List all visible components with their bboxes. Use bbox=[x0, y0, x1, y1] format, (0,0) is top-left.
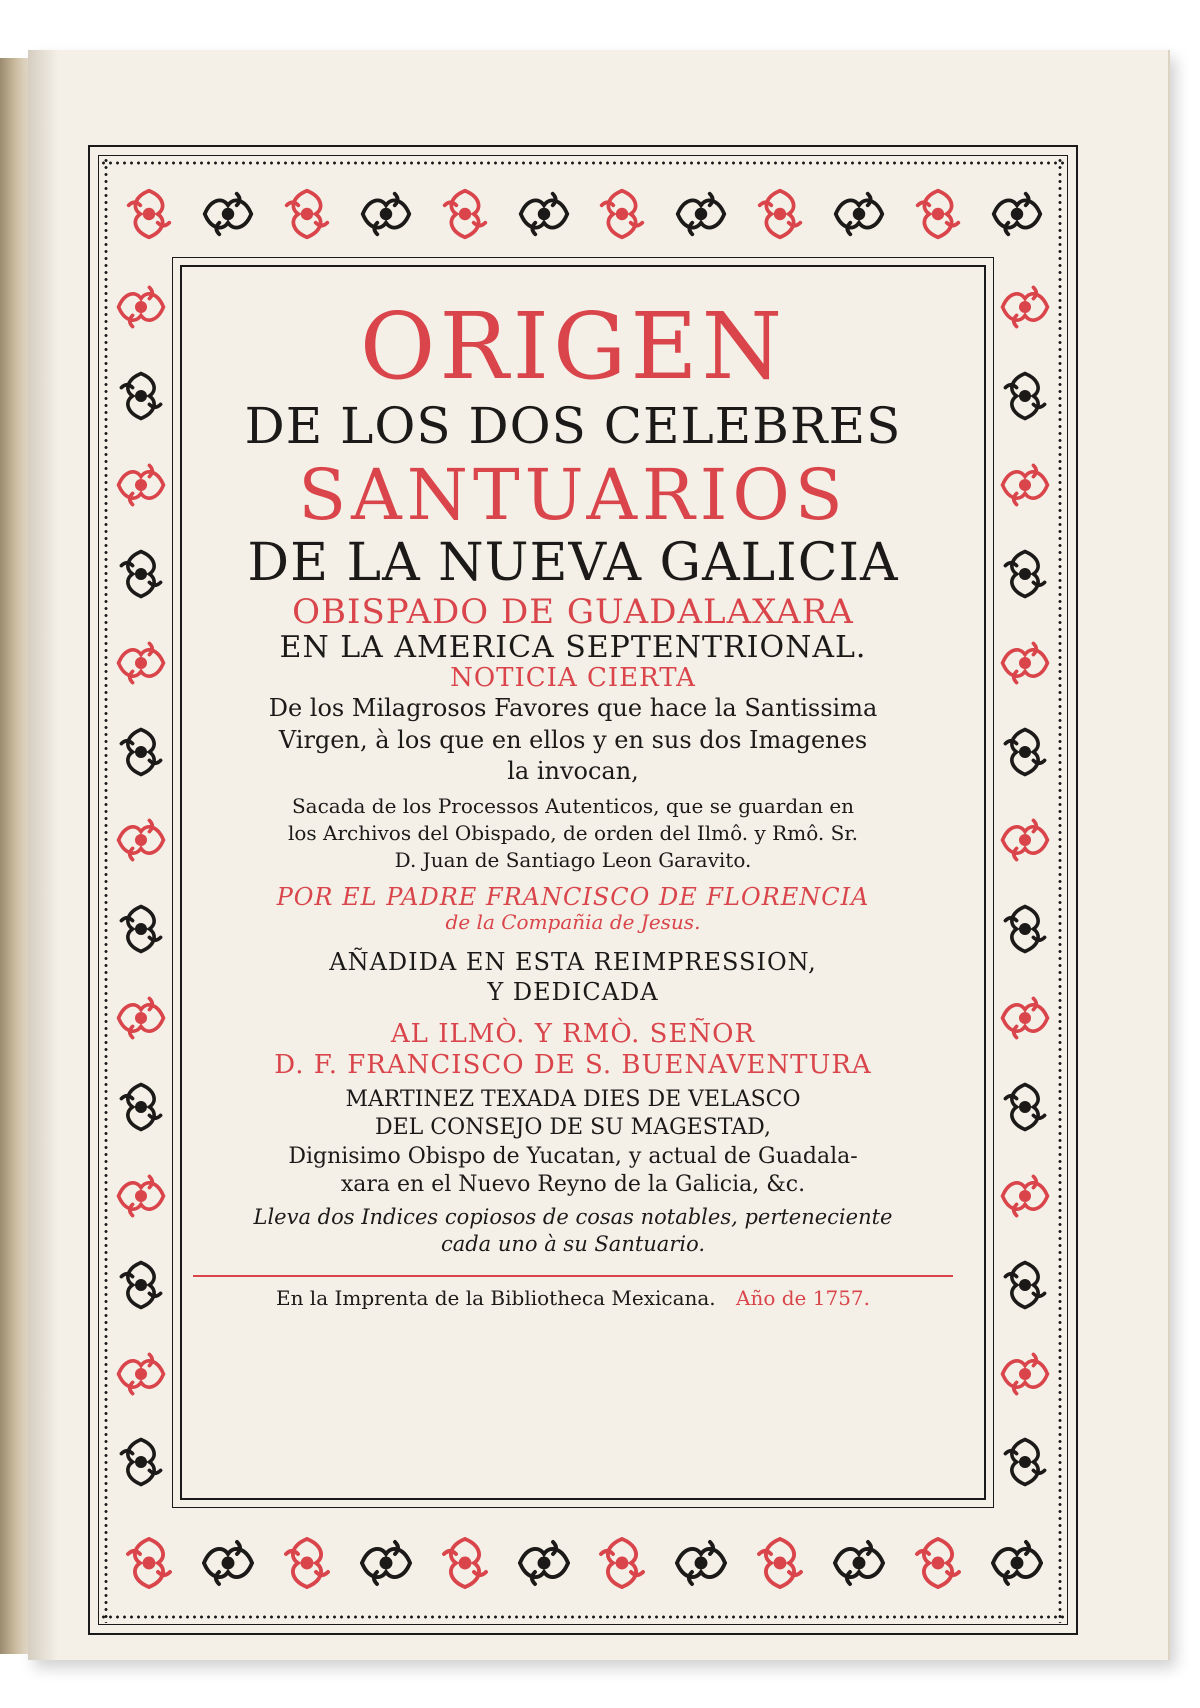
scroll-ornament-icon bbox=[830, 185, 888, 243]
scroll-ornament-icon bbox=[113, 1346, 169, 1402]
title-line-origen: ORIGEN bbox=[359, 293, 787, 400]
scroll-ornament-icon bbox=[987, 1533, 1047, 1593]
scroll-ornament-icon bbox=[593, 185, 651, 243]
scroll-ornament-icon bbox=[997, 457, 1053, 513]
ornament-band-top bbox=[110, 169, 1056, 259]
scroll-ornament-icon bbox=[997, 1346, 1053, 1402]
sacada-line-1: Sacada de los Processos Autenticos, que se guardan en bbox=[291, 794, 855, 818]
page-gutter-shadow bbox=[28, 50, 58, 1660]
scroll-ornament-icon bbox=[997, 1434, 1053, 1490]
scroll-ornament-icon bbox=[199, 185, 257, 243]
scroll-ornament-icon bbox=[750, 1533, 810, 1593]
ornament-band-bottom bbox=[110, 1510, 1056, 1615]
dedicatee-line-5: Dignisimo Obispo de Yucatan, y actual de Guadala- bbox=[288, 1143, 858, 1169]
scroll-ornament-icon bbox=[113, 1079, 169, 1135]
lleva-line-2: cada uno à su Santuario. bbox=[440, 1232, 706, 1257]
scroll-ornament-icon bbox=[515, 185, 573, 243]
imprint-printer: En la Imprenta de la Bibliotheca Mexicana. bbox=[275, 1285, 716, 1310]
body-line-1: De los Milagrosos Favores que hace la Santissima bbox=[268, 694, 878, 723]
scroll-ornament-icon bbox=[113, 1168, 169, 1224]
scroll-ornament-icon bbox=[997, 724, 1053, 780]
scroll-ornament-icon bbox=[113, 901, 169, 957]
imprint-rule bbox=[193, 1275, 953, 1277]
scroll-ornament-icon bbox=[997, 812, 1053, 868]
scroll-ornament-icon bbox=[671, 1533, 731, 1593]
border-dotted-rule-top bbox=[100, 159, 1066, 167]
scroll-ornament-icon bbox=[436, 185, 494, 243]
scroll-ornament-icon bbox=[997, 368, 1053, 424]
ornament-band-left bbox=[108, 263, 174, 1507]
scroll-ornament-icon bbox=[751, 185, 809, 243]
imprint-year: Año de 1757. bbox=[736, 1285, 871, 1310]
scroll-ornament-icon bbox=[592, 1533, 652, 1593]
scroll-ornament-icon bbox=[113, 1434, 169, 1490]
dedicatee-line-4: DEL CONSEJO DE SU MAGESTAD, bbox=[374, 1115, 772, 1141]
scroll-ornament-icon bbox=[113, 368, 169, 424]
scroll-ornament-icon bbox=[829, 1533, 889, 1593]
scroll-ornament-icon bbox=[997, 1079, 1053, 1135]
scroll-ornament-icon bbox=[113, 1257, 169, 1313]
title-line-santuarios: SANTUARIOS bbox=[298, 454, 848, 537]
scroll-ornament-icon bbox=[997, 635, 1053, 691]
scroll-ornament-icon bbox=[672, 185, 730, 243]
imprint-line bbox=[183, 1287, 963, 1309]
ornament-band-right bbox=[992, 263, 1058, 1507]
title-line-obispado: OBISPADO DE GUADALAXARA bbox=[292, 591, 854, 632]
scroll-ornament-icon bbox=[113, 635, 169, 691]
dedicated-line: Y DEDICADA bbox=[487, 978, 659, 1007]
scroll-ornament-icon bbox=[357, 185, 415, 243]
title-line-america: EN LA AMERICA SEPTENTRIONAL. bbox=[279, 629, 867, 665]
scroll-ornament-icon bbox=[997, 901, 1053, 957]
scroll-ornament-icon bbox=[514, 1533, 574, 1593]
dedicatee-line-1: AL ILMÒ. Y RMÒ. SEÑOR bbox=[390, 1019, 756, 1050]
dedicatee-line-3: MARTINEZ TEXADA DIES DE VELASCO bbox=[345, 1086, 801, 1112]
scroll-ornament-icon bbox=[113, 812, 169, 868]
scroll-ornament-icon bbox=[435, 1533, 495, 1593]
scroll-ornament-icon bbox=[113, 457, 169, 513]
scroll-ornament-icon bbox=[988, 185, 1046, 243]
scroll-ornament-icon bbox=[278, 185, 336, 243]
scroll-ornament-icon bbox=[198, 1533, 258, 1593]
dedicatee-line-2: D. F. FRANCISCO DE S. BUENAVENTURA bbox=[274, 1050, 872, 1081]
scroll-ornament-icon bbox=[997, 990, 1053, 1046]
scroll-ornament-icon bbox=[113, 279, 169, 335]
scroll-ornament-icon bbox=[113, 724, 169, 780]
body-line-3: la invocan, bbox=[507, 756, 639, 785]
body-line-2: Virgen, à los que en ellos y en sus dos Imagenes bbox=[278, 725, 868, 754]
lleva-line-1: Lleva dos Indices copiosos de cosas notables, perteneciente bbox=[253, 1205, 893, 1230]
title-text-block bbox=[183, 295, 963, 1309]
scroll-ornament-icon bbox=[997, 546, 1053, 602]
scroll-ornament-icon bbox=[909, 185, 967, 243]
title-line-noticia: NOTICIA CIERTA bbox=[450, 663, 696, 694]
scroll-ornament-icon bbox=[113, 546, 169, 602]
sacada-line-3: D. Juan de Santiago Leon Garavito. bbox=[394, 848, 752, 872]
author-line: POR EL PADRE FRANCISCO DE FLORENCIA bbox=[276, 883, 870, 911]
scroll-ornament-icon bbox=[120, 185, 178, 243]
title-line-de-los-dos: DE LOS DOS CELEBRES bbox=[244, 397, 902, 456]
scroll-ornament-icon bbox=[113, 990, 169, 1046]
added-line: AÑADIDA EN ESTA REIMPRESSION, bbox=[329, 948, 817, 977]
scroll-ornament-icon bbox=[119, 1533, 179, 1593]
title-page bbox=[28, 50, 1170, 1660]
scroll-ornament-icon bbox=[997, 279, 1053, 335]
scroll-ornament-icon bbox=[277, 1533, 337, 1593]
scroll-ornament-icon bbox=[356, 1533, 416, 1593]
scroll-ornament-icon bbox=[997, 1257, 1053, 1313]
dedicatee-line-6: xara en el Nuevo Reyno de la Galicia, &c. bbox=[340, 1172, 806, 1198]
scroll-ornament-icon bbox=[997, 1168, 1053, 1224]
sacada-line-2: los Archivos del Obispado, de orden del Ilmô. y Rmô. Sr. bbox=[287, 821, 859, 845]
scroll-ornament-icon bbox=[908, 1533, 968, 1593]
title-line-nueva-galicia: DE LA NUEVA GALICIA bbox=[247, 533, 899, 594]
author-society: de la Compañia de Jesus. bbox=[445, 909, 701, 934]
